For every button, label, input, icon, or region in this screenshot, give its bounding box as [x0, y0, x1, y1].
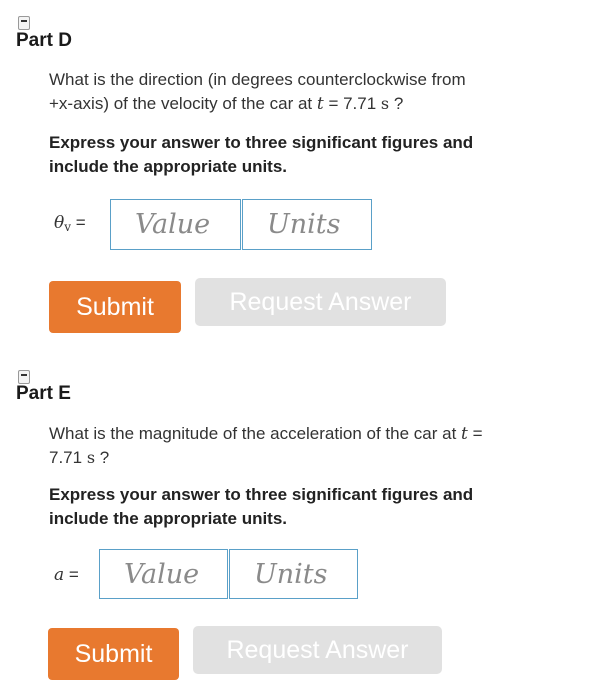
- question-text: What is the magnitude of the acceleration of the car at: [49, 424, 462, 443]
- units-input[interactable]: Units: [229, 549, 358, 599]
- part-d-title: Part D: [16, 30, 72, 51]
- time-value: 7.71: [49, 448, 87, 467]
- instruction-line: include the appropriate units.: [49, 157, 288, 176]
- question-text: +x-axis) of the velocity of the car at: [49, 94, 317, 113]
- submit-button[interactable]: Submit: [48, 628, 179, 680]
- part-e-section: [0, 350, 594, 700]
- part-d-question: [49, 68, 466, 116]
- submit-button[interactable]: Submit: [49, 281, 181, 333]
- question-end: ?: [389, 94, 404, 113]
- request-answer-button[interactable]: Request Answer: [193, 626, 442, 674]
- collapse-icon[interactable]: [18, 370, 30, 384]
- instruction-line: include the appropriate units.: [49, 509, 288, 528]
- question-line: What is the direction (in degrees counterclockwise from: [49, 70, 466, 89]
- equals-sign: =: [71, 213, 86, 232]
- question-line: [49, 92, 466, 116]
- value-input[interactable]: Value: [99, 549, 228, 599]
- acceleration-symbol: a: [54, 565, 65, 585]
- instruction-line: Express your answer to three significant figures and: [49, 133, 474, 152]
- theta-subscript: v: [64, 220, 72, 234]
- value-input[interactable]: Value: [110, 199, 241, 250]
- question-line: [49, 422, 483, 446]
- part-e-question: [49, 422, 483, 470]
- part-e-instruction: [49, 483, 473, 531]
- time-variable: t: [316, 94, 324, 114]
- answer-label-a: [54, 565, 79, 585]
- answer-label-theta: [54, 213, 86, 234]
- request-answer-button[interactable]: Request Answer: [195, 278, 446, 326]
- collapse-icon[interactable]: [18, 16, 30, 30]
- unit-seconds: s: [86, 448, 96, 467]
- equals-sign: =: [64, 565, 79, 584]
- question-end: ?: [95, 448, 110, 467]
- time-variable: t: [461, 424, 468, 444]
- question-line: [49, 446, 483, 470]
- units-input[interactable]: Units: [242, 199, 372, 250]
- part-e-title: Part E: [16, 383, 71, 404]
- part-d-instruction: [49, 131, 473, 179]
- equals-sign: =: [467, 424, 483, 443]
- unit-seconds: s: [380, 94, 390, 113]
- instruction-line: Express your answer to three significant figures and: [49, 485, 474, 504]
- theta-symbol: θ: [54, 213, 65, 233]
- time-value: = 7.71: [323, 94, 381, 113]
